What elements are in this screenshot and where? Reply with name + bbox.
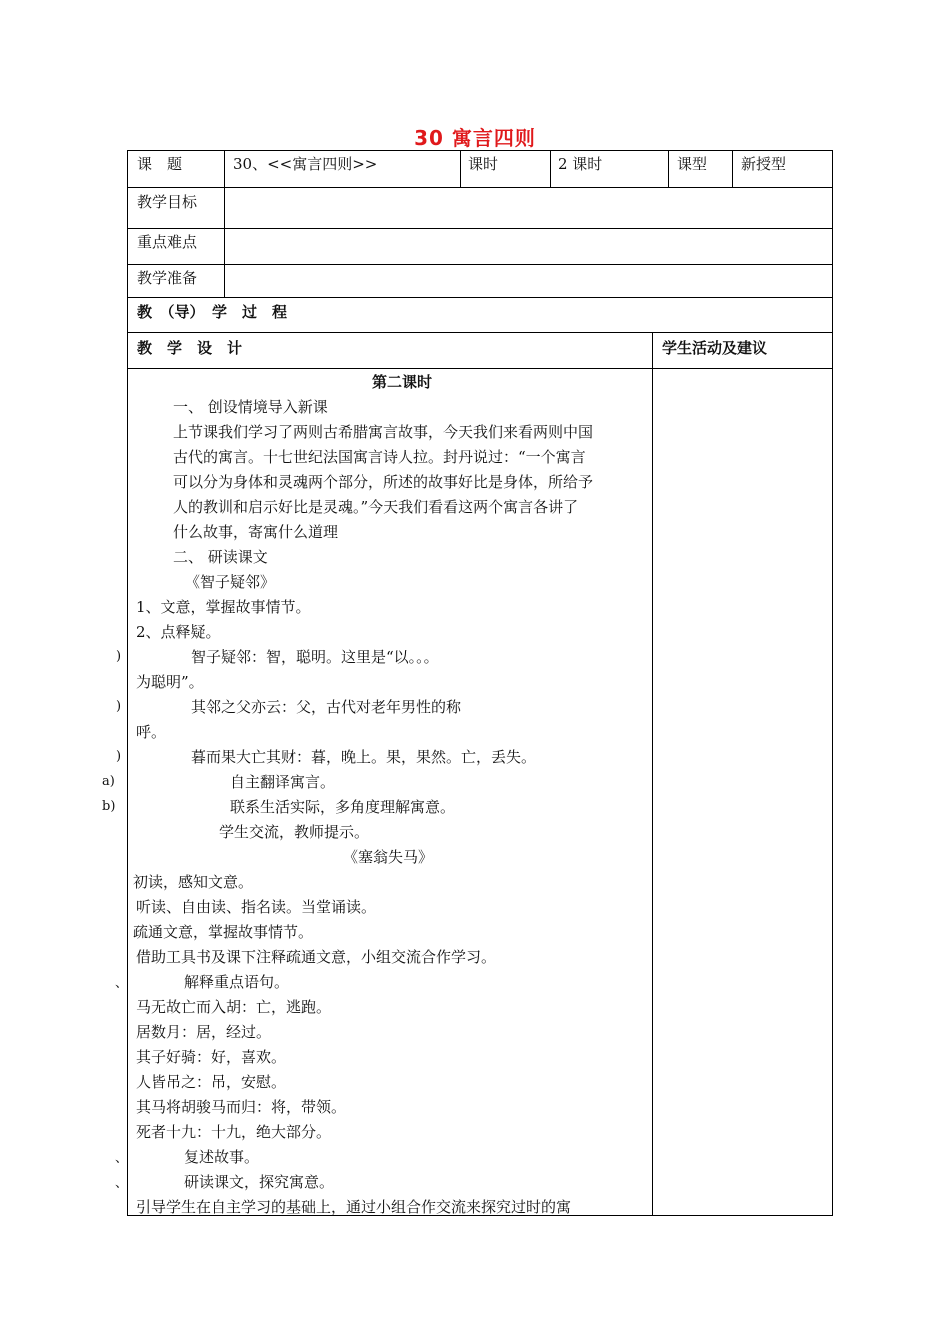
- margin-mark: ): [116, 749, 122, 764]
- body-line: 听读、自由读、指名读。当堂诵读。: [136, 898, 377, 916]
- activity-label: 学生活动及建议: [662, 339, 768, 357]
- topic-label: 课 题: [137, 155, 183, 173]
- body-line: 什么故事，寄寓什么道理: [173, 523, 339, 541]
- body-line: 2、点释疑。: [136, 623, 221, 641]
- body-line: 研读课文，探究寓意。: [184, 1173, 335, 1191]
- body-line: 为聪明”。: [136, 673, 204, 691]
- body-line: 其邻之父亦云：父，古代对老年男性的称: [191, 698, 462, 716]
- margin-mark: b): [102, 799, 116, 814]
- lesson-type-label: 课型: [677, 155, 708, 173]
- topic-value: 30、<<寓言四则>>: [233, 155, 378, 173]
- margin-mark: 、: [115, 1176, 129, 1191]
- body-line: 复述故事。: [184, 1148, 260, 1166]
- design-label: 教 学 设 计: [137, 339, 243, 357]
- body-line: 解释重点语句。: [184, 973, 290, 991]
- body-line: 智子疑邻：智，聪明。这里是“以。。。: [191, 648, 439, 666]
- body-line: 《智子疑邻》: [185, 573, 276, 591]
- margin-mark: 、: [115, 976, 129, 991]
- body-line: 马无故亡而入胡：亡，逃跑。: [136, 998, 332, 1016]
- margin-mark: a): [102, 774, 115, 789]
- body-line: 人皆吊之：吊，安慰。: [136, 1073, 287, 1091]
- body-line: 可以分为身体和灵魂两个部分，所述的故事好比是身体，所给予: [173, 473, 594, 491]
- body-line: 借助工具书及课下注释疏通文意，小组交流合作学习。: [136, 948, 497, 966]
- body-line: 死者十九：十九，绝大部分。: [136, 1123, 332, 1141]
- body-line: 《塞翁失马》: [343, 848, 434, 866]
- document-title: 30 寓言四则: [414, 126, 536, 150]
- body-line: 一、 创设情境导入新课: [173, 398, 328, 416]
- lesson-type-value: 新授型: [741, 155, 787, 173]
- body-line: 上节课我们学习了两则古希腊寓言故事，今天我们来看两则中国: [173, 423, 594, 441]
- prep-label: 教学准备: [137, 269, 198, 287]
- body-line: 疏通文意，掌握故事情节。: [133, 923, 314, 941]
- body-line: 其马将胡骏马而归：将，带领。: [136, 1098, 347, 1116]
- body-line: 古代的寓言。十七世纪法国寓言诗人拉。封丹说过：“一个寓言: [173, 448, 586, 466]
- body-line: 自主翻译寓言。: [230, 773, 336, 791]
- body-line: 二、 研读课文: [173, 548, 268, 566]
- hours-label: 课时: [468, 155, 499, 173]
- goals-label: 教学目标: [137, 193, 198, 211]
- body-line: 初读，感知文意。: [133, 873, 254, 891]
- margin-mark: ): [116, 649, 122, 664]
- margin-mark: ): [116, 699, 122, 714]
- hours-value: 2 课时: [558, 155, 603, 173]
- session-heading: 第二课时: [372, 373, 433, 391]
- body-line: 呼。: [136, 723, 167, 741]
- body-line: 1、文意，掌握故事情节。: [136, 598, 311, 616]
- process-label: 教 （导） 学 过 程: [137, 303, 288, 321]
- body-line: 居数月：居，经过。: [136, 1023, 272, 1041]
- margin-mark: 、: [115, 1151, 129, 1166]
- body-line: 暮而果大亡其财：暮，晚上。果，果然。亡，丢失。: [191, 748, 537, 766]
- body-line: 学生交流，教师提示。: [219, 823, 370, 841]
- body-line: 其子好骑：好，喜欢。: [136, 1048, 287, 1066]
- keypoints-label: 重点难点: [137, 233, 198, 251]
- body-line: 引导学生在自主学习的基础上，通过小组合作交流来探究过时的寓: [136, 1198, 572, 1216]
- body-line: 联系生活实际，多角度理解寓意。: [230, 798, 456, 816]
- body-line: 人的教训和启示好比是灵魂。”今天我们看看这两个寓言各讲了: [173, 498, 579, 516]
